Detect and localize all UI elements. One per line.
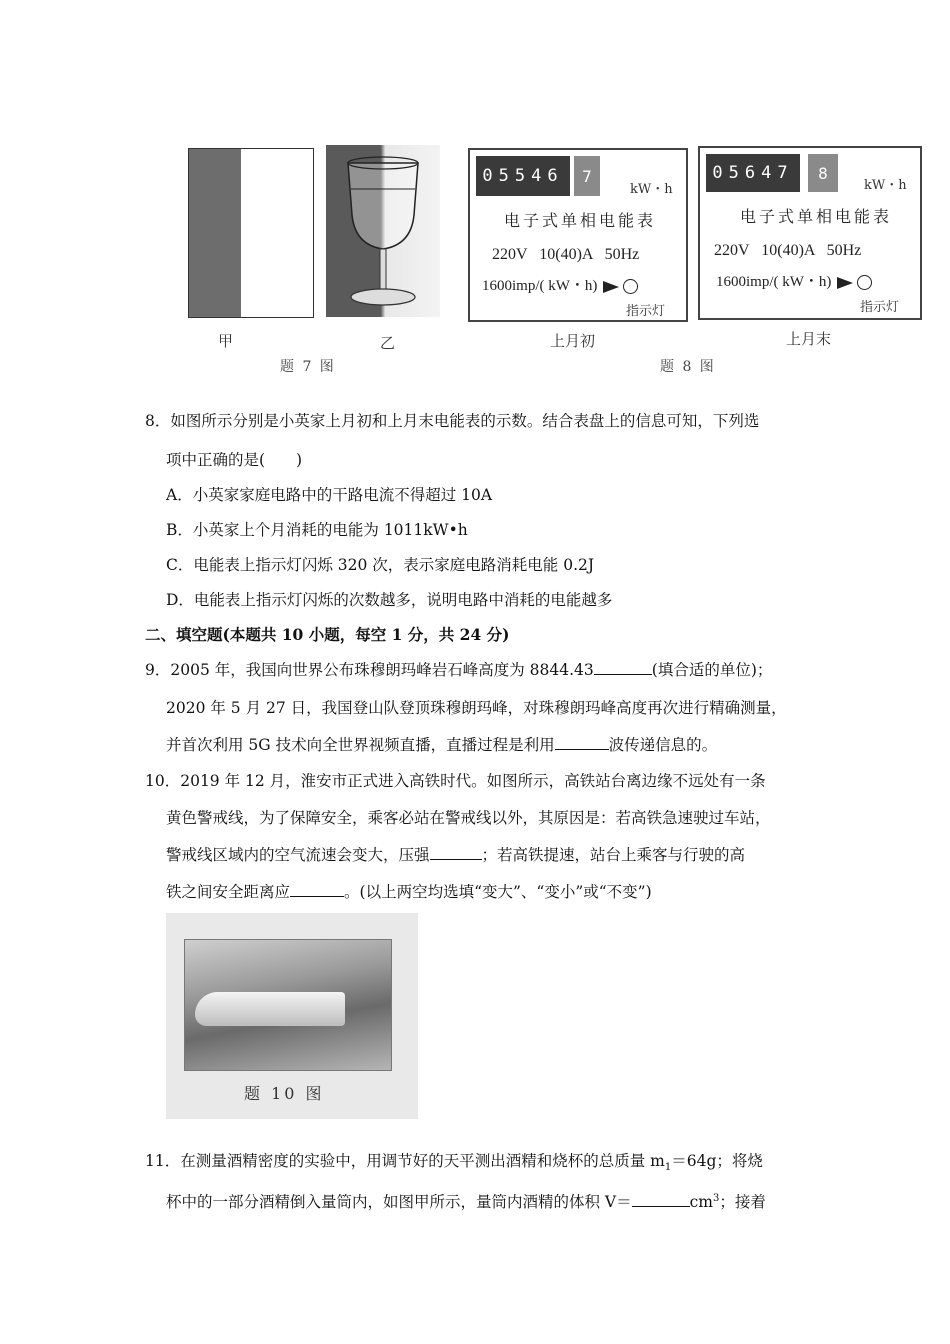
q11-line1-text: 11．在测量酒精密度的实验中，用调节好的天平测出酒精和烧杯的总质量 m: [145, 1152, 665, 1170]
figure-10-photo: [166, 913, 418, 1119]
label-jia: 甲: [218, 332, 234, 350]
q9-line1: [145, 660, 772, 680]
figure-7-yi-photo: [326, 145, 440, 317]
meter-last-digit: 8: [808, 154, 838, 192]
q10-blank-2[interactable]: [290, 882, 344, 897]
meter-last-digit: 7: [574, 156, 600, 196]
q11-blank-1[interactable]: [632, 1192, 690, 1207]
q8-option-c: C．电能表上指示灯闪烁 320 次，表示家庭电路消耗电能 0.2J: [166, 556, 595, 574]
q9-line2: 2020 年 5 月 27 日，我国登山队登顶珠穆朗玛峰，对珠穆朗玛峰高度再次进行精确测量，: [166, 699, 787, 717]
meter-end-label: 上月末: [786, 330, 832, 348]
q11-subscript: 1: [664, 1162, 672, 1174]
meter-digits: 05546: [476, 156, 570, 196]
meter-unit: kW・h: [630, 182, 673, 197]
indicator-lamp-icon: [623, 279, 638, 294]
section-2-heading: 二、填空题(本题共 10 小题，每空 1 分，共 24 分): [145, 625, 510, 644]
train-image: [184, 939, 392, 1071]
label-yi: 乙: [380, 334, 396, 352]
meter-digits: 05647: [706, 154, 800, 192]
q10-blank-1[interactable]: [430, 845, 482, 860]
meter-title: 电子式单相电能表: [740, 207, 893, 226]
indicator-arrow-icon: [603, 281, 619, 293]
q9-line3-text: 并首次利用 5G 技术向全世界视频直播，直播过程是利用: [166, 736, 555, 754]
energy-meter-start: [468, 148, 688, 322]
meter-imp: 1600imp/( kW・h): [716, 274, 832, 290]
q10-line3-suffix: ；若高铁提速，站台上乘客与行驶的高: [481, 846, 746, 864]
q10-line4-text: 铁之间安全距离应: [166, 883, 291, 901]
q8-line1: 8．如图所示分别是小英家上月初和上月末电能表的示数。结合表盘上的信息可知，下列选: [145, 412, 760, 430]
q10-line3-text: 警戒线区域内的空气流速会变大，压强: [166, 846, 430, 864]
figure-8-caption: 题 8 图: [660, 359, 716, 375]
train-icon: [195, 992, 345, 1026]
q11-line1-suffix: ＝64g；将烧: [671, 1152, 763, 1170]
q8-option-d: D．电能表上指示灯闪烁的次数越多，说明电路中消耗的电能越多: [166, 591, 613, 609]
meter-indicator-label: 指示灯: [626, 304, 666, 319]
wine-glass-icon: [326, 145, 440, 317]
indicator-lamp-icon: [857, 275, 872, 290]
q11-line1: [145, 1151, 763, 1178]
meter-title: 电子式单相电能表: [504, 211, 657, 230]
q11-unit: cm: [689, 1193, 714, 1212]
q9-line1-text: 9．2005 年，我国向世界公布珠穆朗玛峰岩石峰高度为 8844.43: [145, 661, 594, 679]
meter-spec: 220V 10(40)A 50Hz: [492, 246, 640, 263]
q8-line2: 项中正确的是( ): [166, 451, 303, 469]
q10-line4-suffix: 。(以上两空均选填“变大”、“变小”或“不变”): [344, 883, 652, 901]
energy-meter-end: [698, 146, 922, 320]
indicator-arrow-icon: [837, 277, 853, 289]
q11-line2-suffix: ；接着: [719, 1193, 766, 1212]
figure-10-caption: 题 10 图: [244, 1084, 325, 1103]
q9-line3: [166, 735, 717, 755]
q11-line2: [166, 1189, 766, 1212]
figure-7-jia: [188, 148, 314, 318]
meter-imp-row: [716, 270, 872, 291]
q11-superscript: 3: [713, 1193, 720, 1204]
q9-blank-2[interactable]: [555, 735, 609, 750]
meter-unit: kW・h: [864, 178, 907, 193]
q9-line1-suffix: (填合适的单位)；: [651, 661, 773, 679]
meter-indicator-label: 指示灯: [860, 300, 900, 315]
q10-line3: [166, 845, 745, 865]
meter-spec: 220V 10(40)A 50Hz: [714, 242, 862, 259]
meter-imp: 1600imp/( kW・h): [482, 278, 598, 294]
meter-imp-row: [482, 274, 638, 295]
q8-option-b: B．小英家上个月消耗的电能为 1011kW•h: [166, 521, 468, 539]
q10-line2: 黄色警戒线，为了保障安全，乘客必站在警戒线以外，其原因是：若高铁急速驶过车站，: [166, 809, 771, 827]
q9-line3-suffix: 波传递信息的。: [608, 736, 718, 754]
q10-line4: [166, 882, 652, 902]
meter-start-label: 上月初: [550, 332, 596, 350]
q8-option-a: A．小英家家庭电路中的干路电流不得超过 10A: [166, 486, 493, 504]
q9-blank-1[interactable]: [594, 660, 652, 675]
q10-line1: 10．2019 年 12 月，淮安市正式进入高铁时代。如图所示，高铁站台离边缘不远处有一条: [145, 772, 766, 790]
q11-line2-text: 杯中的一部分酒精倒入量筒内，如图甲所示，量筒内酒精的体积 V＝: [166, 1193, 632, 1212]
figure-7-caption: 题 7 图: [280, 359, 336, 375]
